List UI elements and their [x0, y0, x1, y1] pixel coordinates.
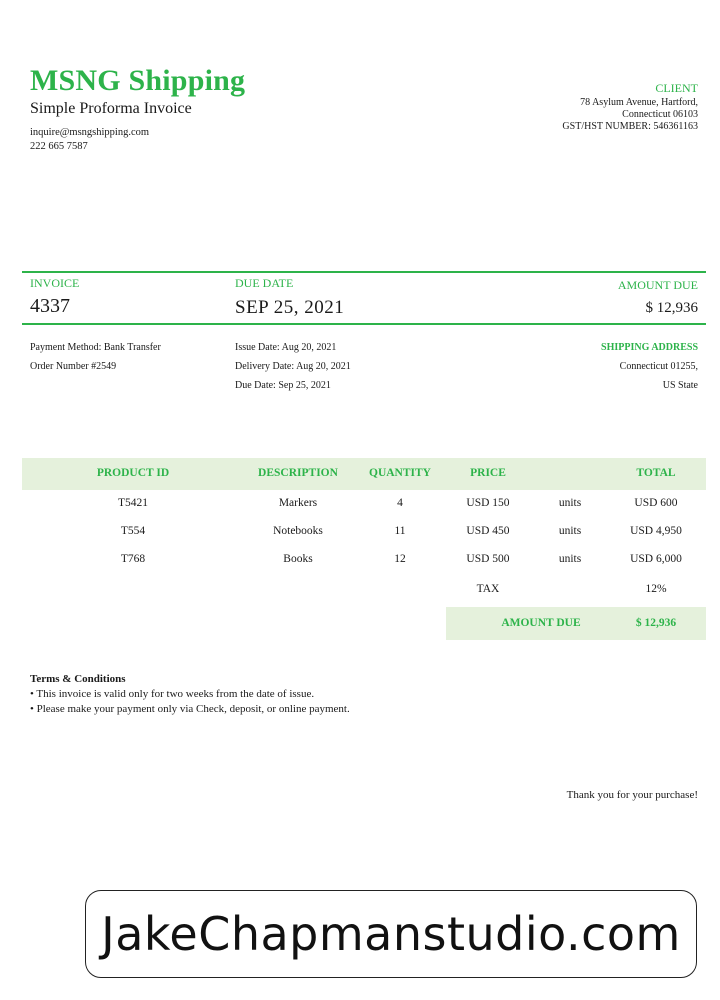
amount-due-value: $ 12,936	[645, 300, 698, 316]
shipping-line1: Connecticut 01255,	[619, 361, 698, 372]
issue-date: Issue Date: Aug 20, 2021	[235, 342, 337, 353]
table-row	[0, 525, 720, 545]
terms-line1: • This invoice is valid only for two weeks from the date of issue.	[30, 688, 315, 700]
cell-product-id: T768	[120, 553, 146, 565]
watermark-text: JakeChapmanstudio.com	[101, 907, 681, 961]
shipping-line2: US State	[662, 380, 698, 391]
invoice-label: INVOICE	[30, 276, 80, 290]
payment-details	[30, 338, 161, 376]
cell-price: USD 150	[466, 497, 510, 509]
terms-line2: • Please make your payment only via Check, deposit, or online payment.	[30, 703, 350, 715]
client-block	[562, 82, 698, 133]
cell-unit: units	[558, 497, 582, 509]
invoice-number: 4337	[30, 295, 70, 317]
cell-description: Notebooks	[273, 525, 323, 537]
col-header-product-id: PRODUCT ID	[96, 467, 170, 479]
summary-top-rule	[22, 271, 706, 273]
col-header-price: PRICE	[470, 467, 506, 479]
payment-method: Payment Method: Bank Transfer	[30, 342, 161, 353]
watermark-banner	[85, 890, 697, 978]
client-address-line2: Connecticut 06103	[622, 109, 698, 120]
thank-you-note: Thank you for your purchase!	[566, 789, 698, 801]
cell-product-id: T554	[120, 525, 146, 537]
cell-total: USD 4,950	[630, 525, 682, 537]
order-number: Order Number #2549	[30, 361, 117, 372]
table-row	[0, 497, 720, 517]
summary-bottom-rule	[22, 323, 706, 325]
tax-value: 12%	[645, 583, 667, 595]
cell-quantity: 11	[394, 525, 406, 537]
table-amount-due-value: $ 12,936	[635, 617, 677, 629]
col-header-description: DESCRIPTION	[258, 467, 338, 479]
cell-quantity: 4	[397, 497, 403, 509]
cell-price: USD 450	[466, 525, 510, 537]
cell-description: Markers	[278, 497, 318, 509]
cell-total: USD 600	[634, 497, 678, 509]
client-address-line1: 78 Asylum Avenue, Hartford,	[580, 97, 698, 108]
delivery-date: Delivery Date: Aug 20, 2021	[235, 361, 351, 372]
date-details	[235, 338, 351, 395]
cell-total: USD 6,000	[630, 553, 682, 565]
cell-price: USD 500	[466, 553, 510, 565]
shipping-address	[601, 338, 698, 395]
due-date-label: DUE DATE	[235, 276, 294, 290]
cell-description: Books	[283, 553, 313, 565]
company-name: MSNG Shipping	[30, 64, 246, 97]
col-header-quantity: QUANTITY	[369, 467, 431, 479]
terms-block	[30, 672, 350, 717]
table-row	[0, 553, 720, 573]
client-gst: GST/HST NUMBER: 546361163	[562, 121, 698, 132]
due-date-detail: Due Date: Sep 25, 2021	[235, 380, 331, 391]
cell-product-id: T5421	[117, 497, 149, 509]
cell-unit: units	[558, 525, 582, 537]
cell-unit: units	[558, 553, 582, 565]
client-label: CLIENT	[655, 81, 698, 95]
company-email: inquire@msngshipping.com	[30, 127, 150, 138]
col-header-total: TOTAL	[636, 467, 676, 479]
invoice-subtitle: Simple Proforma Invoice	[30, 100, 192, 117]
due-date-value: SEP 25, 2021	[235, 297, 345, 318]
terms-heading: Terms & Conditions	[30, 673, 126, 685]
table-amount-due-label: AMOUNT DUE	[501, 617, 581, 629]
tax-label: TAX	[476, 583, 500, 595]
cell-quantity: 12	[394, 553, 406, 565]
company-contact	[30, 126, 149, 154]
shipping-address-label: SHIPPING ADDRESS	[601, 342, 698, 353]
company-phone: 222 665 7587	[30, 141, 88, 152]
amount-due-label: AMOUNT DUE	[617, 278, 698, 292]
